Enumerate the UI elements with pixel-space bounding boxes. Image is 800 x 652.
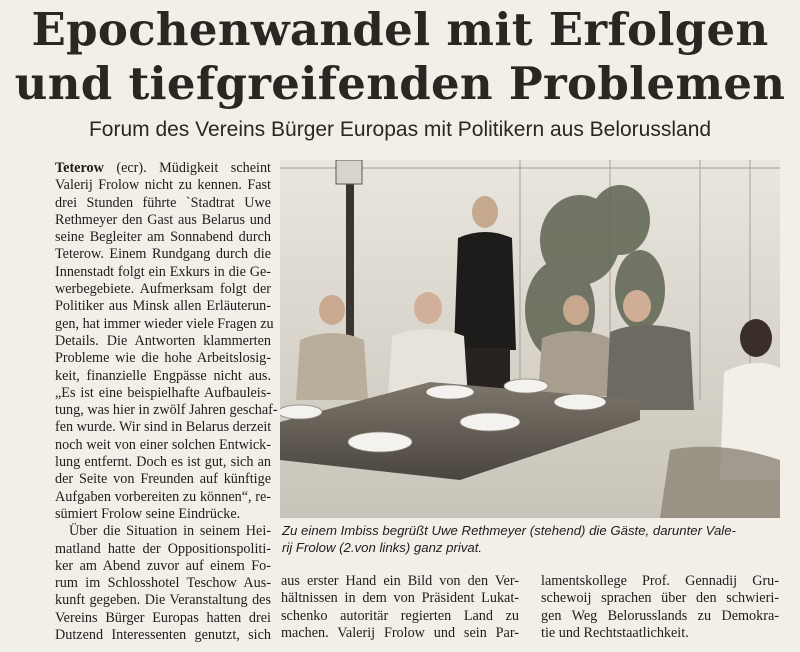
text-line: Rethmeyer den Gast aus Belarus und — [55, 211, 271, 228]
photo-caption — [282, 522, 780, 556]
text-line: hältnissen in dem von Präsident Lukat- — [281, 590, 519, 607]
text-line: matland hatte der Oppositionspoliti- — [55, 540, 271, 557]
caption-line: rij Frolow (2.von links) ganz privat. — [282, 540, 483, 555]
headline-line-2: und tiefgreifenden Problemen — [14, 57, 786, 110]
text-line: werbegebiete. Aufmerksam folgt der — [55, 281, 271, 298]
dateline: Teterow — [55, 160, 104, 176]
text-line: Aufgaben vorbereiten zu können“, re- — [55, 488, 271, 505]
text-line: Über die Situation in seinem Hei- — [69, 523, 271, 540]
text-line: seine Begleiter am Sonnabend durch — [55, 229, 271, 246]
photo-illustration — [280, 160, 780, 518]
text-line: schewoij sprachen über den schwieri- — [541, 590, 779, 607]
caption-line: Zu einem Imbiss begrüßt Uwe Rethmeyer (stehend) die Gäste, darunter Vale- — [282, 523, 736, 538]
text-line: sümiert Frolow seine Eindrücke. — [55, 505, 241, 522]
text-line: Valerij Frolow nicht zu kennen. Fast — [55, 177, 271, 194]
text-line: gen Weg Belorusslands zu Demokra- — [541, 607, 779, 624]
text-line: rum im Schlosshotel Teschow Aus- — [55, 575, 271, 592]
text-line: noch weit von einer solchen Entwick- — [55, 436, 271, 453]
text-line — [55, 160, 271, 177]
text-line: Probleme wie die hohe Arbeitslosig- — [55, 350, 271, 367]
text-line: „Es ist eine beispielhafte Aufbauleis- — [55, 384, 271, 401]
text-line: gen, hat immer wieder viele Fragen zu — [55, 315, 274, 332]
text-line: schenko autoritär regierten Land zu — [281, 607, 519, 624]
text-line: Vereins Bürger Europas hatten drei — [55, 609, 271, 626]
text-line: tie und Rechtstaatlichkeit. — [541, 624, 689, 641]
text-line: Innenstadt folgt ein Exkurs in die Ge- — [55, 263, 271, 280]
subheadline: Forum des Vereins Bürger Europas mit Politikern aus Belorussland — [88, 118, 712, 141]
text-fragment: (ecr). Müdigkeit scheint — [103, 160, 271, 176]
text-line: keit, finanzielle Engpässe nicht aus. — [55, 367, 271, 384]
text-line: lamentskollege Prof. Gennadij Gru- — [541, 573, 779, 589]
text-line: Politiker aus Minsk allen Erläuterun- — [55, 298, 271, 315]
text-line: Dutzend Interessenten genutzt, sich — [55, 627, 271, 644]
text-line: ker am Abend zuvor auf einem Fo- — [55, 557, 271, 574]
article-column-2 — [281, 573, 519, 642]
article-column-3 — [541, 573, 779, 642]
text-line: drei Stunden führte `Stadtrat Uwe — [55, 194, 271, 211]
text-line: der Seite von Freunden auf künftige — [55, 471, 271, 488]
news-photo — [280, 160, 780, 518]
text-line: kunft gegeben. Die Veranstaltung des — [55, 592, 271, 609]
text-line: Teterow. Einem Rundgang durch die — [55, 246, 271, 263]
text-line: fen wurde. Wir sind in Belarus derzeit — [55, 419, 272, 436]
text-line: Details. Die Antworten klammerten — [55, 332, 271, 349]
text-line: tung, was hier in zwölf Jahren geschaf- — [55, 402, 278, 419]
text-line: aus erster Hand ein Bild von den Ver- — [281, 573, 519, 589]
text-line: lung entfernt. Doch es ist gut, sich an — [55, 454, 271, 471]
text-line: machen. Valerij Frolow und sein Par- — [281, 624, 519, 641]
article-column-1 — [55, 160, 278, 644]
headline-line-1: Epochenwandel mit Erfolgen — [31, 3, 769, 56]
